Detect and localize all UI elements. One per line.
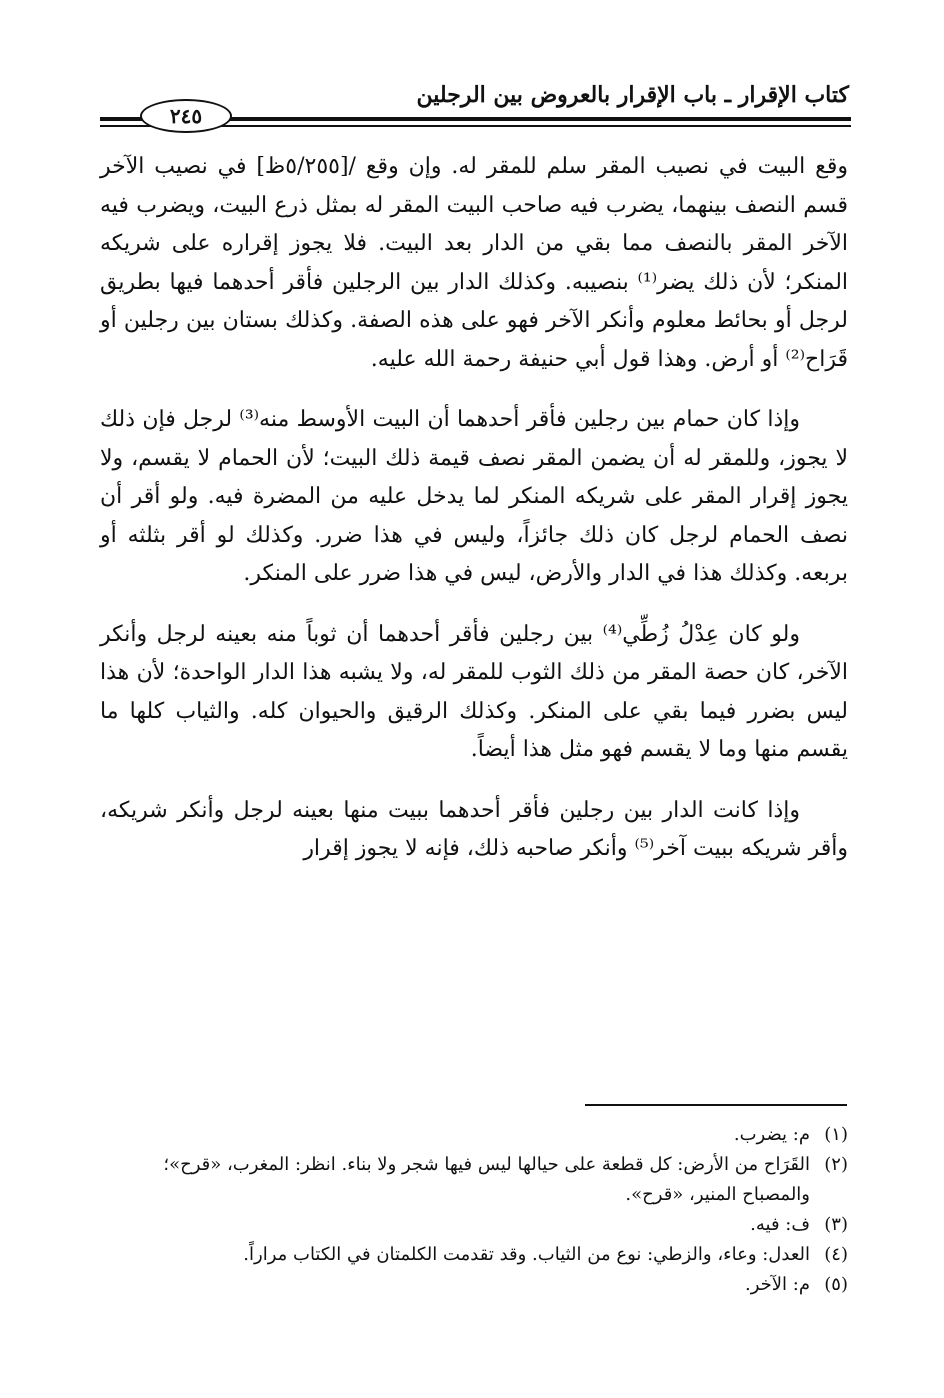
footnote-number: (٣) [824,1214,848,1235]
footnote-text: ف: فيه. [750,1214,810,1235]
footnote [100,1150,848,1210]
paragraph: وقع البيت في نصيب المقر سلم للمقر له. وإن وقع /[٥/٢٥٥ظ] في نصيب الآخر قسم النصف بينهما، يضرب فيه صاحب البيت المقر له بمثل ذرع البيت، ويضرب فيه الآخر المقر بالنصف مما بقي من الدار بعد البيت. فلا يجوز إقراره على شريكه المنكر؛ لأن ذلك يضر⁽¹⁾ بنصيبه. وكذلك الدار بين الرجلين فأقر أحدهما فيها بطريق لرجل أو بحائط معلوم وأنكر الآخر فهو على هذه الصفة. وكذلك بستان بين رجلين أو قَرَاح⁽²⁾ أو أرض. وهذا قول أبي حنيفة رحمة الله عليه. [100,154,849,372]
paragraph: وإذا كان حمام بين رجلين فأقر أحدهما أن البيت الأوسط منه⁽³⁾ لرجل فإن ذلك لا يجوز، وللمقر له أن يضمن المقر نصف قيمة ذلك البيت؛ لأن الحمام لا يقسم، ولا يجوز إقرار المقر على شريكه المنكر لما يدخل عليه من المضرة فيه. ولو أقر أن نصف الحمام لرجل كان ذلك جائزاً، وليس في هذا ضرر. وكذلك لو أقر بثلثه أو بربعه. وكذلك هذا في الدار والأرض، ليس في هذا ضرر على المنكر. [100,407,848,586]
running-title: كتاب الإقرار ـ باب الإقرار بالعروض بين الرجلين [416,82,849,108]
footnote-text: م: الآخر. [745,1274,810,1295]
page-number-badge: ٢٤٥ [140,99,232,133]
footnote-text: العدل: وعاء، والزطي: نوع من الثياب. وقد تقدمت الكلمتان في الكتاب مراراً. [243,1244,810,1265]
footnote-number: (٤) [824,1244,848,1265]
footnote [100,1120,848,1150]
paragraph: ولو كان عِدْلُ زُطِّي⁽⁴⁾ بين رجلين فأقر أحدهما أن ثوباً منه بعينه لرجل وأنكر الآخر، كان حصة المقر من ذلك الثوب للمقر له، ولا يشبه هذا الدار الواحدة؛ لأن هذا ليس بضرر فيما بقي على المنكر. وكذلك الرقيق والحيوان كله. والثياب كلها ما يقسم منها وما لا يقسم فهو مثل هذا أيضاً. [100,621,848,762]
footnote-number: (٢) [824,1154,848,1175]
paragraph: وإذا كانت الدار بين رجلين فأقر أحدهما ببيت منها بعينه لرجل وأنكر شريكه، وأقر شريكه ببيت آخر⁽⁵⁾ وأنكر صاحبه ذلك، فإنه لا يجوز إقرار [100,797,848,861]
footnote-number: (٥) [824,1274,848,1295]
footnote [100,1210,848,1240]
footnote-text: م: يضرب. [733,1124,810,1145]
footnote-text: القَرَاح من الأرض: كل قطعة على حيالها ليس فيها شجر ولا بناء. انظر: المغرب، «قرح»؛ والمصباح المنير، «قرح». [163,1154,810,1205]
main-text [100,148,848,869]
footnote [100,1270,848,1300]
footnotes [100,1120,848,1300]
footnote-separator [585,1104,847,1106]
footnote [100,1240,848,1270]
footnote-number: (١) [824,1124,848,1145]
